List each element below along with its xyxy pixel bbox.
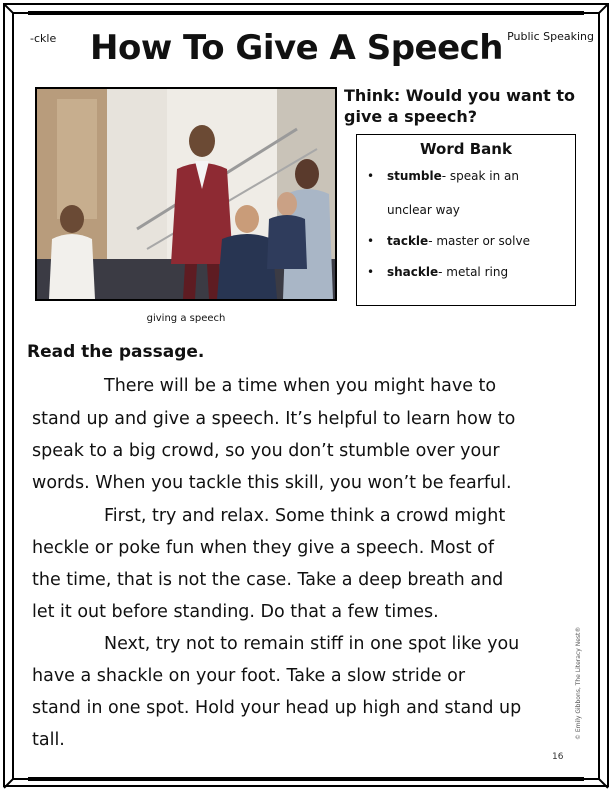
word-bank-definition: - master or solve — [428, 234, 530, 248]
bottom-rule — [28, 777, 584, 781]
passage-line: have a shackle on your foot. Take a slow stride or — [32, 666, 466, 686]
page-title: How To Give A Speech — [90, 28, 504, 68]
word-bank-definition-cont: unclear way — [387, 203, 460, 217]
word-bank-term: shackle — [387, 265, 439, 279]
passage-line: tall. — [32, 730, 65, 750]
passage-line: let it out before standing. Do that a few times. — [32, 602, 439, 622]
bullet-icon: • — [367, 234, 375, 248]
word-bank-definition: - speak in an — [441, 169, 520, 183]
top-rule — [28, 11, 584, 15]
word-bank-item — [367, 169, 519, 183]
word-bank-item — [367, 234, 530, 248]
copyright-notice: © Emily Gibbons, The Literacy Nest® — [575, 626, 582, 740]
passage-line: There will be a time when you might have to — [104, 376, 497, 396]
phonics-tag: -ckle — [30, 32, 57, 45]
passage-line: words. When you tackle this skill, you won’t be fearful. — [32, 473, 512, 493]
passage-line: heckle or poke fun when they give a speech. Most of — [32, 538, 495, 558]
passage-line: the time, that is not the case. Take a deep breath and — [32, 570, 504, 590]
read-instruction: Read the passage. — [27, 342, 205, 362]
page-number: 16 — [552, 752, 564, 762]
passage-line: speak to a big crowd, so you don’t stumble over your — [32, 441, 500, 461]
passage-line: stand in one spot. Hold your head up high and stand up — [32, 698, 522, 718]
bullet-icon: • — [367, 265, 375, 279]
word-bank — [356, 134, 576, 306]
passage-line: First, try and relax. Some think a crowd might — [104, 506, 506, 526]
word-bank-term: stumble — [387, 169, 442, 183]
think-prompt: Think: Would you want to give a speech? — [344, 86, 575, 126]
speech-photo — [35, 87, 337, 301]
word-bank-item — [367, 265, 508, 279]
topic-tag: Public Speaking — [507, 30, 594, 43]
passage-line: Next, try not to remain stiff in one spot like you — [104, 634, 520, 654]
word-bank-definition: - metal ring — [438, 265, 509, 279]
passage-line: stand up and give a speech. It’s helpful to learn how to — [32, 409, 516, 429]
word-bank-title: Word Bank — [420, 140, 512, 158]
bullet-icon: • — [367, 169, 375, 183]
word-bank-term: tackle — [387, 234, 429, 248]
photo-caption: giving a speech — [146, 313, 226, 324]
